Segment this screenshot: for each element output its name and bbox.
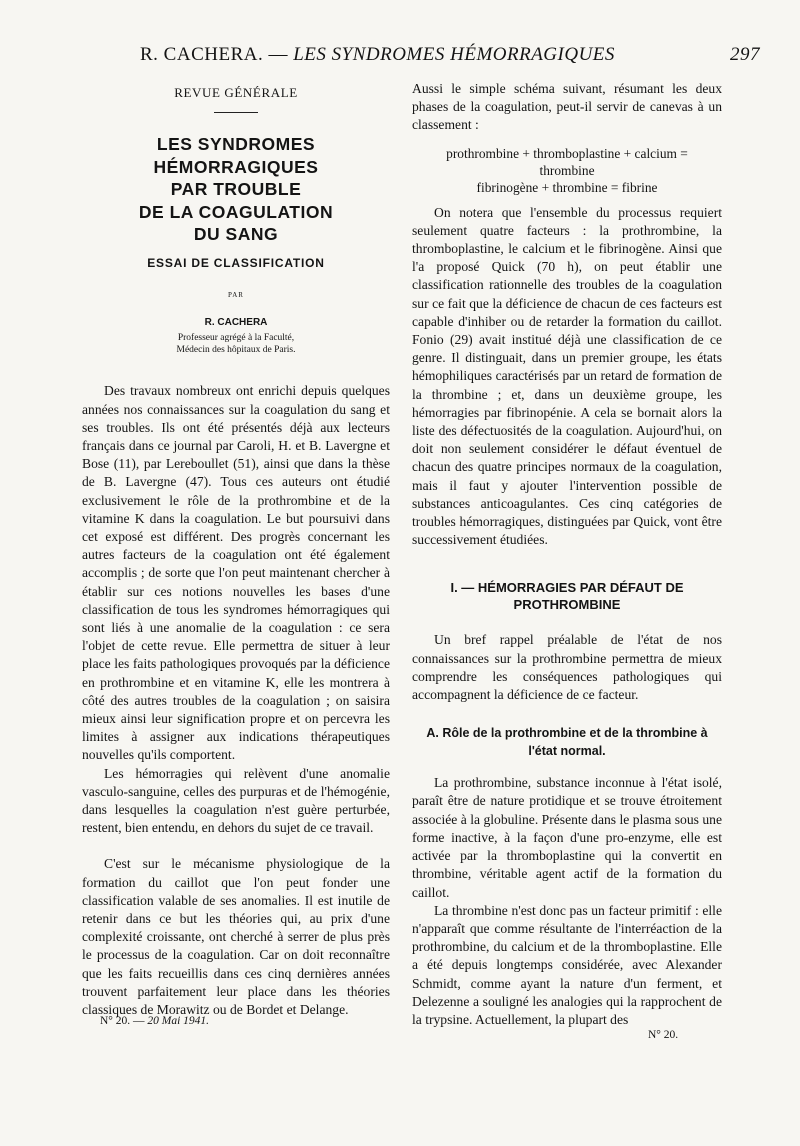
author-affiliation: Médecin des hôpitaux de Paris. — [176, 345, 296, 356]
footer-issue-right: N° 20. — [648, 1029, 679, 1041]
subsection-heading: A. Rôle de la prothrombine et de la thrombine à l'état normal. — [426, 726, 708, 759]
running-head-dash: — — [263, 44, 294, 65]
running-head — [140, 44, 760, 66]
left-column — [82, 80, 390, 1019]
title-line: DE LA COAGULATION — [138, 201, 334, 222]
page-number: 297 — [730, 44, 760, 65]
footer-issue — [100, 1015, 209, 1027]
schema-line: thrombine — [539, 162, 595, 178]
title-line: PAR TROUBLE — [170, 179, 302, 200]
paragraph: Des travaux nombreux ont enrichi depuis quelques années nos connaissances sur la coagulation du sang et ses troubles. Ils ont été présentés déjà aux lecteurs français dans ce journal par Caroli, H. et B. Lavergne et Bose (11), par Lereboullet (51), ainsi que dans la thèse de B. Lavergne (47). Tous ces auteurs ont étudié exclusivement le rôle de la prothrombine et de la vitamine K dans la coagulation. Le but poursuivi dans cet exposé est différent. Des progrès concernant les autres facteurs de la coagulation ont été également accomplis ; de sorte que l'on peut maintenant chercher à établir sur ces notions nouvelles les bases d'une classification de tous les syndromes hémorragiques qui sont liés à une anomalie de la coagulation : ce sera l'objet de cette revue. Elle permettra de situer à leur place les faits pathologiques provoqués par la déficience en prothrombine et en vitamine K, elle les montrera à côté des autres troubles de la coagulation ; on saisira mieux ainsi leur signification propre et on percevra les limites à assigner aux indications thérapeutiques nouvelles qu'ils comportent. — [82, 383, 390, 763]
paragraph: Aussi le simple schéma suivant, résumant les deux phases de la coagulation, peut-il servir de canevas à un classement : — [412, 81, 722, 133]
title-line: HÉMORRAGIQUES — [153, 156, 319, 177]
issue-number: N° 20. — [100, 1015, 131, 1027]
paragraph: La prothrombine, substance inconnue à l'état isolé, paraît être de nature protidique et se trouve étroitement associée à la globuline. Présente dans le plasma sous une forme inactive, à la façon d'une pro-enzyme, elle est activée par la thromboplastine qui la convertit en thrombine, véritable agent actif de la formation du caillot. — [412, 775, 722, 900]
paragraph: C'est sur le mécanisme physiologique de la formation du caillot que l'on peut fonder une classification valable de ses anomalies. Il est inutile de retenir dans ce but les théories qui, au prix d'une complexité croissante, ont cherché à serrer de plus près le processus de la coagulation. Car on doit reconnaître que les faits recueillis dans ces cinq dernières années trouvent parfaitement leur place dans les théories classiques de Morawitz ou de Bordet et Delange. — [82, 856, 390, 1018]
article-author: R. CACHERA — [204, 317, 268, 329]
schema-line: prothrombine + thromboplastine + calcium = — [446, 145, 688, 161]
running-head-title: LES SYNDROMES HÉMORRAGIQUES — [293, 44, 615, 65]
paragraph: La thrombine n'est donc pas un facteur primitif : elle n'apparaît que comme résultante de l'interréaction de la prothrombine, du calcium et de la thromboplastine. Elle a été depuis longtemps considérée, avec Alexander Schmidt, comme ayant la nature d'un ferment, et Delezenne a souligné les analogies qui la rapprochent de la trypsine. Actuellement, la plupart des — [412, 902, 722, 1027]
schema-line: fibrinogène + thrombine = fibrine — [476, 179, 658, 195]
issue-date: 20 Mai 1941. — [147, 1015, 210, 1027]
running-head-author: R. CACHERA. — [140, 44, 264, 65]
issue-sep: — — [130, 1015, 148, 1027]
title-line: DU SANG — [193, 224, 279, 245]
article-subtitle: ESSAI DE CLASSIFICATION — [147, 255, 325, 270]
paragraph: Les hémorragies qui relèvent d'une anomalie vasculo-sanguine, celles des purpuras et de l'hémogénie, dans lesquelles la coagulation n'est guère perturbée, restent, bien entendu, en dehors du sujet de ce travail. — [82, 765, 390, 836]
paragraph: Un bref rappel préalable de l'état de nos connaissances sur la prothrombine permettra de mieux comprendre les conséquences pathologiques qui accompagnent la déficience de ce facteur. — [412, 632, 722, 703]
title-rule — [214, 112, 258, 113]
author-affiliation: Professeur agrégé à la Faculté, — [177, 333, 295, 344]
section-label: REVUE GÉNÉRALE — [174, 85, 298, 100]
section-heading: I. — HÉMORRAGIES PAR DÉFAUT DE PROTHROMBINE — [450, 580, 684, 613]
article-title — [82, 133, 390, 246]
by-label: PAR — [228, 290, 244, 299]
right-column — [412, 80, 722, 1029]
coagulation-schema — [412, 145, 722, 196]
paragraph: On notera que l'ensemble du processus requiert seulement quatre facteurs : la prothrombine, la thromboplastine, le calcium et le fibrinogène. Ainsi que l'a proposé Quick (70 h), on peut établir une classification rationnelle des troubles de la coagulation sur ce fait que la déficience de chacun de ces facteurs est capable d'inhiber ou de retarder la formation du caillot. Fonio (29) avait institué déjà une classification de ce genre. Il distinguait, dans un premier groupe, les états hémophiliques caractérisés par un retard de formation de la thrombine ; et, dans un deuxième groupe, les hémorragies par fibrinopénie. A cela se bornait alors la liste des défectuosités de la coagulation. Aujourd'hui, on doit non seulement considérer le défaut éventuel de chacun des quatre principes normaux de la coagulation, mais il faut y ajouter l'intervention possible de substances anticoagulantes. Ces cinq catégories de troubles hémorragiques, distinguées par Quick, vont être successivement étudiées. — [412, 204, 722, 548]
title-line: LES SYNDROMES — [156, 134, 316, 155]
